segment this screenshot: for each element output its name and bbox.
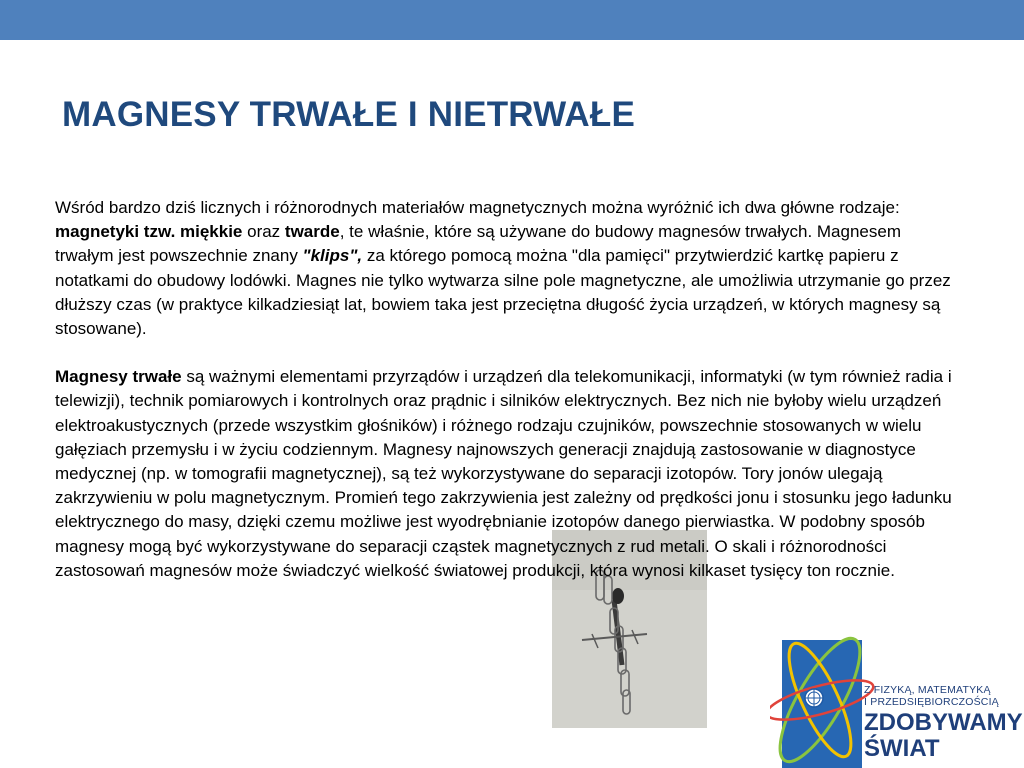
bold-term-permanent: Magnesy trwałe [55,367,182,387]
logo-wordmark-line2: ŚWIAT [864,735,940,762]
bold-term-soft: magnetyki tzw. miękkie [55,222,243,242]
paragraph-soft-hard-magnets [55,196,960,341]
text-run: za którego pomocą można "dla pamięci" przytwierdzić kartkę papieru z notatkami do obudowy lodówki. Magnes nie tylko wytwarza silne pole magnetyczne, ale umożliwia utrzymanie go przez dłuższy czas (w praktyce kilkadziesiąt lat, bowiem taka jest przeciętna długość życia urządzeń, w których magnesy są stosowane). [55,246,951,339]
text-run: Wśród bardzo dziś licznych i różnorodnych materiałów magnetycznych można wyróżnić ich dwa główne rodzaje: [55,198,900,217]
slide-body [55,196,960,583]
project-logo [770,620,1024,768]
logo-tagline-line2: I PRZEDSIĘBIORCZOŚCIĄ [864,696,999,708]
bold-italic-term-klips: "klips", [302,246,363,266]
logo-tagline-line1: Z FIZYKĄ, MATEMATYKĄ [864,684,991,696]
top-accent-bar [0,0,1024,40]
text-run: , te właśnie, które są używane do budowy magnesów trwałych. Magnesem trwałym jest powszechnie znany [55,222,901,266]
slide-title: MAGNESY TRWAŁE I NIETRWAŁE [62,95,636,134]
text-run: oraz [242,222,285,242]
logo-wordmark [864,710,1023,762]
bold-term-hard: twarde [284,222,340,242]
logo-tagline [864,684,999,708]
paragraph-permanent-magnets [55,365,960,583]
logo-wordmark-line1: ZDOBYWAMY [864,709,1023,736]
text-run: są ważnymi elementami przyrządów i urządzeń dla telekomunikacji, informatyki (w tym również radia i telewizji), technik pomiarowych i kontrolnych oraz prądnic i silników elektrycznych. Bez nich nie byłoby wielu urządzeń elektroakustycznych (przede wszystkim głośników) i różnego rodzaju czujników, powszechnie stosowanych w wielu gałęziach przemysłu i w życiu codziennym. Magnesy najnowszych generacji znajdują zastosowanie w diagnostyce medycznej (np. w tomografii magnetycznej), są też wykorzystywane do separacji izotopów. Tory jonów ulegają zakrzywieniu w polu magnetycznym. Promień tego zakrzywienia jest zależny od prędkości jonu i stosunku jego ładunku elektrycznego do masy, dzięki czemu możliwe jest wyodrębnianie izotopów danego pierwiastka. W podobny sposób magnesy mogą być wykorzystywane do separacji cząstek magnetycznych z rud metali. O skali i różnorodności zastosowań magnesów może świadczyć wielkość światowej produkcji, która wynosi kilkaset tysięcy ton rocznie. [55,367,952,580]
